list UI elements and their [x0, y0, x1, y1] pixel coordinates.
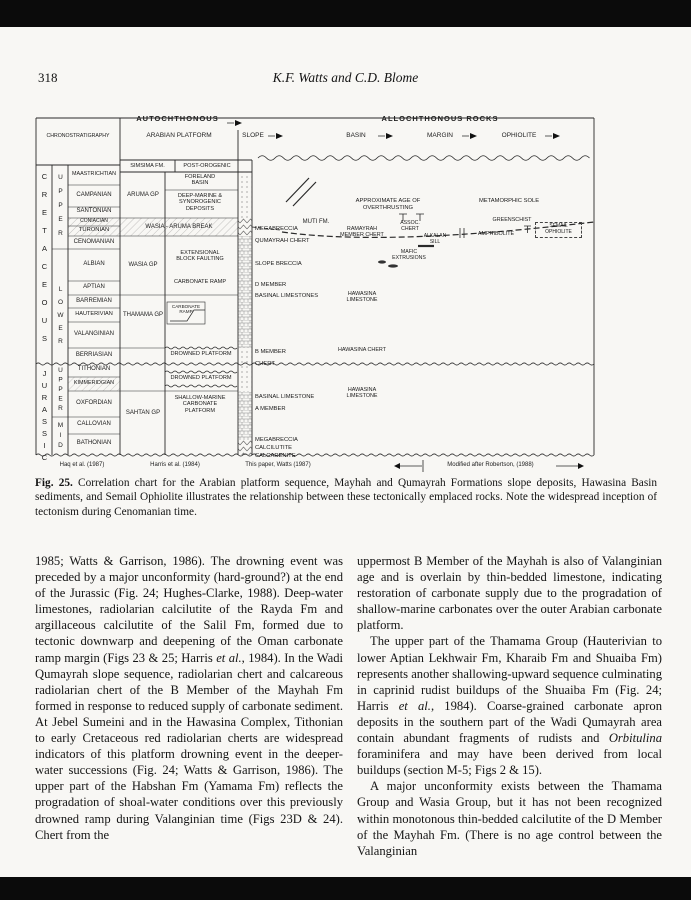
era-jurassic: JURASSIC — [40, 369, 49, 465]
amphibolite-label: AMPHIBOLITE — [477, 231, 515, 237]
paragraph-text: The upper part of the Thamama Group (Hauterivian to lower Aptian Lekhwair Fm, Kharaib Fm and Shuaiba Fm) represents another shallowing-upward sequence culminating in caprinid rudist buildups of the Shuaiba Fm (Fig. 24; Harris — [357, 634, 662, 713]
stage-label: ALBIAN — [83, 261, 105, 267]
stage-label: CENOMANIAN — [73, 239, 115, 245]
stage-label: BATHONIAN — [76, 440, 112, 446]
slope-unit-label: MEGABRECCIA — [255, 226, 298, 232]
scan-bottom-bar — [0, 877, 691, 900]
hawasina-chert-label: HAWASINA CHERT — [337, 347, 387, 353]
simsima-fm-label: SIMSIMA FM. — [130, 163, 165, 169]
stage-label: BARREMIAN — [76, 298, 112, 304]
basin-header: BASIN — [346, 132, 366, 139]
metamorphic-sole-label: METAMORPHIC SOLE — [478, 198, 540, 204]
paragraph-text-italic: Orbitulina — [608, 731, 662, 746]
figure-caption — [35, 476, 657, 519]
stage-label: MAASTRICHTIAN — [71, 171, 117, 177]
autochthonous-header: AUTOCHTHONOUS — [136, 114, 219, 123]
paragraph-text: uppermost B Member of the Mayhah is also of Valanginian age and is overlain by thin-bedded limestone, indicating restoration of carbonate supply due to the progradation of shallow-marine carbonates over the outer Arabian carbonate platform. — [357, 554, 662, 633]
figure-caption-label: Fig. 25. — [35, 477, 73, 489]
stage-label: BERRIASIAN — [75, 352, 113, 358]
running-head: K.F. Watts and C.D. Blome — [272, 70, 419, 85]
allochthonous-header: ALLOCHTHONOUS ROCKS — [381, 114, 499, 123]
stage-label: VALANGINIAN — [74, 331, 114, 337]
slope-unit-label: MEGABRECCIA — [255, 437, 298, 443]
slope-unit-label: CALCILUTITE — [255, 445, 293, 451]
shallow-marine-platform-label: SHALLOW-MARINE CARBONATE PLATFORM — [174, 395, 226, 414]
ramayrah-member-chert-label: RAMAYRAH MEMBER CHERT — [340, 226, 384, 239]
slope-unit-label: D MEMBER — [255, 282, 287, 288]
body-column-right — [357, 553, 662, 859]
ophiolite-header: OPHIOLITE — [501, 132, 537, 139]
wasia-aruma-break-label: WASIA - ARUMA BREAK — [145, 224, 213, 230]
foreland-basin-label: FORELAND BASIN — [184, 174, 216, 187]
slope-unit-label: A MEMBER — [255, 406, 286, 412]
carbonate-ramp-small-label: CARBONATE RAMP — [171, 304, 201, 315]
epoch-upper-cretaceous: UPPER — [57, 174, 64, 244]
slope-unit-label: CALCARENITE — [255, 453, 296, 459]
extensional-block-faulting-label: EXTENSIONAL BLOCK FAULTING — [176, 250, 224, 263]
page-number: 318 — [38, 70, 58, 85]
epoch-upper-jurassic: UPPER — [57, 367, 64, 415]
figure-25-correlation-chart — [30, 110, 600, 478]
mafic-extrusions-label: MAFIC EXTRUSIONS — [392, 249, 426, 261]
stage-label: HAUTERIVIAN — [75, 311, 113, 317]
carbonate-ramp-label: CARBONATE RAMP — [173, 279, 227, 285]
paragraph-text-italic: et al. — [398, 698, 431, 713]
stage-label: CAMPANIAN — [76, 192, 112, 198]
slope-unit-label: QUMAYRAH CHERT — [255, 238, 310, 244]
muti-fm-label: MUTI FM. — [302, 219, 330, 225]
slope-unit-label: BASINAL LIMESTONES — [255, 293, 319, 299]
stage-label: TITHONIAN — [77, 366, 111, 372]
paragraph-text: , 1984). In the Wadi Qumayrah slope sequence, radiolarian chert and calcareous radiolarian chert of the B Member of the Mayhah Fm formed in response to reduced supply of carbonate sediment. At Jebel Sumeini and in the Hawasina Complex, Tithonian to early Cretaceous red radiolarian cherts are widespread indicators of this platform drowning event in the deeper-water successions (Fig. 24; Watts & Garrison, 1986). The upper part of the Habshan Fm (Yamama Fm) reflects the progradation of shoal-water conditions over this previously drowned ramp during Valanginian time (Figs 23D & 24). Chert from the — [35, 650, 343, 842]
lithology-pattern-strip — [238, 172, 252, 455]
chronostratigraphy-header: CHRONOSTRATIGRAPHY — [46, 133, 110, 139]
paragraph — [357, 778, 662, 858]
sahtan-gp-label: SAHTAN GP — [125, 410, 161, 416]
stage-label: SANTONIAN — [76, 208, 112, 214]
slope-unit-label: SLOPE BRECCIA — [255, 261, 302, 267]
greenschist-label: GREENSCHIST — [492, 217, 532, 223]
stage-label: CONIACIAN — [80, 217, 108, 224]
paragraph-text: 1985; Watts & Garrison, 1986). The drowning event was preceded by a major unconformity (hard-ground?) at the end of the Jurassic (Fig. 24; Hughes-Clarke, 1988). Deep-water limestones, radiolarian calcilutite of the Rayda Fm and argillaceous calcilutite of the Salil Fm, formed due to tectonic downwarp and deepening of the Oman carbonate ramp margin (Figs 23 & 25; Harris — [35, 554, 343, 665]
paragraph — [357, 633, 662, 778]
slope-unit-label: BASINAL LIMESTONE — [255, 394, 315, 400]
slope-header: SLOPE — [242, 132, 264, 139]
hawasina-limestone-label: HAWASINA LIMESTONE — [346, 291, 378, 304]
stage-label: OXFORDIAN — [76, 400, 112, 406]
assoc-chert-label: ASSOC. CHERT — [400, 220, 420, 232]
wasia-gp-label: WASIA GP — [128, 262, 158, 268]
semail-ophiolite-label: SEMAIL OPHIOLITE — [535, 222, 582, 238]
thamama-gp-label: THAMAMA GP — [122, 312, 163, 318]
deep-marine-label: DEEP-MARINE & SYNOROGENIC DEPOSITS — [177, 193, 223, 212]
margin-header: MARGIN — [427, 132, 453, 139]
epoch-lower-cretaceous: LOWER — [57, 286, 64, 351]
aruma-gp-label: ARUMA GP — [127, 192, 159, 198]
stage-label: TURONIAN — [78, 227, 110, 233]
hawasina-limestone-label: HAWASINA LIMESTONE — [346, 387, 378, 400]
source-attribution: Haq et al. (1987) — [59, 462, 105, 468]
epoch-mid-jurassic: MID — [57, 422, 64, 452]
paragraph-text-italic: et al. — [216, 650, 242, 665]
scan-top-bar — [0, 0, 691, 27]
post-orogenic-label: POST-OROGENIC — [183, 163, 231, 169]
figure-caption-text: Correlation chart for the Arabian platform sequence, Mayhah and Qumayrah Formations slope deposits, Hawasina Basin sediments, and Semail Ophiolite illustrates the relationship between these tectonically emplaced rocks. Note the widespread inception of tectonism during Cenomanian time. — [35, 477, 657, 518]
paragraph — [357, 553, 662, 633]
arabian-platform-header: ARABIAN PLATFORM — [146, 132, 212, 139]
slope-unit-label: CHERT — [255, 361, 275, 367]
source-attribution: This paper, Watts (1987) — [245, 462, 311, 468]
alkalan-sill-label: ALKALAN SILL — [423, 233, 447, 245]
stage-label: KIMMERIDGIAN — [73, 380, 115, 386]
drowned-platform-label: DROWNED PLATFORM — [170, 351, 232, 357]
overthrusting-age-label: APPROXIMATE AGE OF OVERTHRUSTING — [355, 198, 421, 211]
paragraph — [35, 553, 343, 843]
paragraph-text: , 1984). Coarse-grained carbonate apron deposits in the southern part of the Wadi Qumayrah area contain abundant fragments of rudists and — [357, 698, 662, 746]
paragraph-text: foraminifera and may have been derived from local buildups (section M-5; Figs 2 & 15). — [357, 747, 662, 778]
stage-label: APTIAN — [83, 284, 105, 290]
stage-label: CALLOVIAN — [77, 421, 111, 427]
source-attribution: Harris et al. (1984) — [150, 462, 200, 468]
body-column-left — [35, 553, 343, 843]
source-attribution: Modified after Robertson, (1988) — [447, 462, 534, 468]
drowned-platform-label: DROWNED PLATFORM — [170, 375, 232, 381]
paragraph-text: A major unconformity exists between the Thamama Group and Wasia Group, but it has not been recognized within monotonous thin-bedded calcilutite of the D Member of the Mayhah Fm. (There is no age control between the Valanginian — [357, 779, 662, 858]
slope-unit-label: B MEMBER — [255, 349, 286, 355]
era-cretaceous: CRETACEOUS — [40, 172, 49, 352]
